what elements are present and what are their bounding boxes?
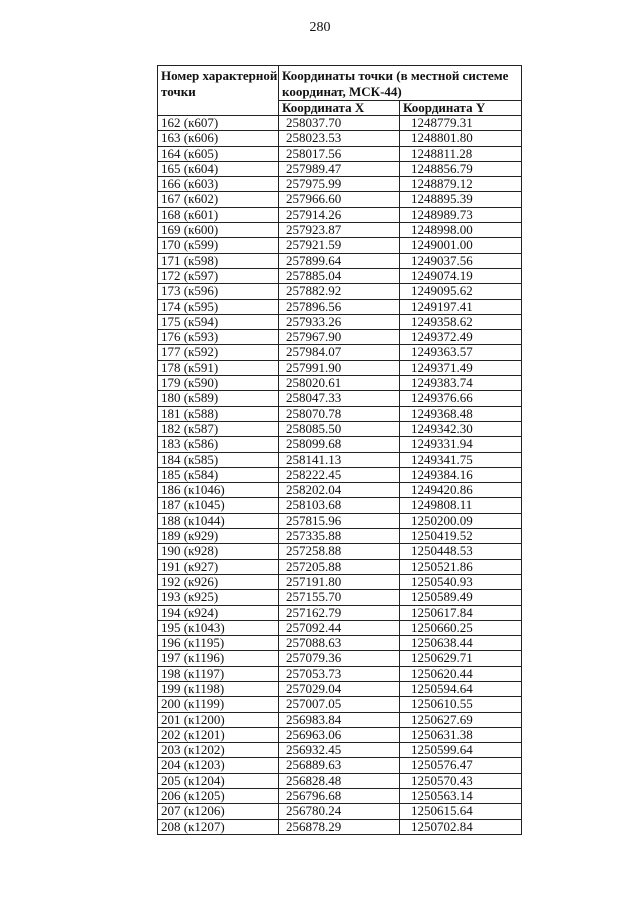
table-row <box>158 406 522 421</box>
point-number-cell: 183 (к586) <box>158 437 279 452</box>
point-number-cell: 204 (к1203) <box>158 758 279 773</box>
table-row <box>158 620 522 635</box>
coord-x-cell: 256796.68 <box>279 789 400 804</box>
coord-x-cell: 257914.26 <box>279 207 400 222</box>
coord-x-cell: 256878.29 <box>279 819 400 834</box>
table-row <box>158 544 522 559</box>
coord-y-cell: 1249372.49 <box>400 330 522 345</box>
coord-y-cell: 1248779.31 <box>400 116 522 131</box>
table-row <box>158 299 522 314</box>
coord-y-cell: 1250620.44 <box>400 666 522 681</box>
coord-y-cell: 1249383.74 <box>400 376 522 391</box>
point-number-cell: 175 (к594) <box>158 314 279 329</box>
coord-x-cell: 258099.68 <box>279 437 400 452</box>
point-number-cell: 201 (к1200) <box>158 712 279 727</box>
coord-x-cell: 258047.33 <box>279 391 400 406</box>
point-number-cell: 185 (к584) <box>158 467 279 482</box>
coord-y-cell: 1250631.38 <box>400 727 522 742</box>
point-number-cell: 177 (к592) <box>158 345 279 360</box>
table-row <box>158 207 522 222</box>
coord-x-cell: 257966.60 <box>279 192 400 207</box>
coord-y-cell: 1248895.39 <box>400 192 522 207</box>
coord-x-cell: 257092.44 <box>279 620 400 635</box>
point-number-cell: 191 (к927) <box>158 559 279 574</box>
coord-y-cell: 1250702.84 <box>400 819 522 834</box>
table-row <box>158 437 522 452</box>
coord-y-cell: 1250589.49 <box>400 590 522 605</box>
coord-y-cell: 1250448.53 <box>400 544 522 559</box>
table-row <box>158 391 522 406</box>
coord-x-cell: 257007.05 <box>279 697 400 712</box>
table-row <box>158 681 522 696</box>
coord-x-cell: 257029.04 <box>279 681 400 696</box>
coord-y-cell: 1250563.14 <box>400 789 522 804</box>
table-row <box>158 559 522 574</box>
point-number-cell: 192 (к926) <box>158 574 279 589</box>
coord-x-cell: 257258.88 <box>279 544 400 559</box>
coordinates-table <box>157 65 522 835</box>
coord-y-cell: 1249420.86 <box>400 483 522 498</box>
point-number-cell: 170 (к599) <box>158 238 279 253</box>
coord-y-cell: 1250615.64 <box>400 804 522 819</box>
table-row <box>158 330 522 345</box>
coord-y-cell: 1249342.30 <box>400 421 522 436</box>
point-number-cell: 179 (к590) <box>158 376 279 391</box>
coord-y-cell: 1250540.93 <box>400 574 522 589</box>
coord-y-cell: 1249808.11 <box>400 498 522 513</box>
point-number-cell: 187 (к1045) <box>158 498 279 513</box>
table-row <box>158 161 522 176</box>
point-number-cell: 206 (к1205) <box>158 789 279 804</box>
coord-x-cell: 258141.13 <box>279 452 400 467</box>
coord-y-cell: 1250629.71 <box>400 651 522 666</box>
table-row <box>158 376 522 391</box>
point-number-cell: 188 (к1044) <box>158 513 279 528</box>
coord-y-cell: 1249363.57 <box>400 345 522 360</box>
table-row <box>158 421 522 436</box>
table-row <box>158 743 522 758</box>
coord-x-cell: 257162.79 <box>279 605 400 620</box>
point-number-cell: 180 (к589) <box>158 391 279 406</box>
table-row <box>158 268 522 283</box>
table-row <box>158 605 522 620</box>
coord-y-cell: 1250200.09 <box>400 513 522 528</box>
table-row <box>158 513 522 528</box>
table-row <box>158 529 522 544</box>
header-coord-y: Координата Y <box>400 101 522 116</box>
table-row <box>158 498 522 513</box>
coord-x-cell: 257335.88 <box>279 529 400 544</box>
table-row <box>158 116 522 131</box>
table-row <box>158 452 522 467</box>
point-number-cell: 199 (к1198) <box>158 681 279 696</box>
table-row <box>158 360 522 375</box>
coord-y-cell: 1248801.80 <box>400 131 522 146</box>
point-number-cell: 162 (к607) <box>158 116 279 131</box>
table-row <box>158 131 522 146</box>
point-number-cell: 165 (к604) <box>158 161 279 176</box>
coord-y-cell: 1250576.47 <box>400 758 522 773</box>
coord-y-cell: 1249371.49 <box>400 360 522 375</box>
coord-y-cell: 1249331.94 <box>400 437 522 452</box>
coord-x-cell: 256828.48 <box>279 773 400 788</box>
table-row <box>158 483 522 498</box>
point-number-cell: 207 (к1206) <box>158 804 279 819</box>
coord-y-cell: 1249197.41 <box>400 299 522 314</box>
coord-x-cell: 257989.47 <box>279 161 400 176</box>
coord-y-cell: 1250627.69 <box>400 712 522 727</box>
point-number-cell: 174 (к595) <box>158 299 279 314</box>
coord-x-cell: 257933.26 <box>279 314 400 329</box>
table-row <box>158 590 522 605</box>
coord-x-cell: 257079.36 <box>279 651 400 666</box>
coord-x-cell: 257896.56 <box>279 299 400 314</box>
coord-y-cell: 1250610.55 <box>400 697 522 712</box>
coord-y-cell: 1250594.64 <box>400 681 522 696</box>
coord-y-cell: 1250617.84 <box>400 605 522 620</box>
coord-x-cell: 257205.88 <box>279 559 400 574</box>
point-number-cell: 203 (к1202) <box>158 743 279 758</box>
point-number-cell: 178 (к591) <box>158 360 279 375</box>
table-row <box>158 697 522 712</box>
table-row <box>158 789 522 804</box>
point-number-cell: 200 (к1199) <box>158 697 279 712</box>
coord-x-cell: 257984.07 <box>279 345 400 360</box>
coord-x-cell: 258085.50 <box>279 421 400 436</box>
table-row <box>158 712 522 727</box>
point-number-cell: 195 (к1043) <box>158 620 279 635</box>
coord-x-cell: 258037.70 <box>279 116 400 131</box>
table-row <box>158 666 522 681</box>
header-coordinate-system: Координаты точки (в местной системе координат, МСК-44) <box>279 66 522 101</box>
coord-x-cell: 257088.63 <box>279 636 400 651</box>
coord-y-cell: 1248811.28 <box>400 146 522 161</box>
point-number-cell: 189 (к929) <box>158 529 279 544</box>
table-row <box>158 819 522 834</box>
coord-x-cell: 258222.45 <box>279 467 400 482</box>
table-row <box>158 238 522 253</box>
coord-x-cell: 256983.84 <box>279 712 400 727</box>
coord-y-cell: 1248998.00 <box>400 223 522 238</box>
table-row <box>158 727 522 742</box>
point-number-cell: 167 (к602) <box>158 192 279 207</box>
point-number-cell: 198 (к1197) <box>158 666 279 681</box>
table-row <box>158 651 522 666</box>
point-number-cell: 176 (к593) <box>158 330 279 345</box>
coord-x-cell: 257921.59 <box>279 238 400 253</box>
coord-y-cell: 1249368.48 <box>400 406 522 421</box>
coord-y-cell: 1249376.66 <box>400 391 522 406</box>
header-coord-x: Координата X <box>279 101 400 116</box>
table-header <box>158 66 522 116</box>
point-number-cell: 163 (к606) <box>158 131 279 146</box>
table-row <box>158 192 522 207</box>
coord-x-cell: 258070.78 <box>279 406 400 421</box>
point-number-cell: 169 (к600) <box>158 223 279 238</box>
coord-y-cell: 1250419.52 <box>400 529 522 544</box>
header-point-number: Номер характерной точки <box>158 66 279 116</box>
coord-x-cell: 257975.99 <box>279 177 400 192</box>
point-number-cell: 193 (к925) <box>158 590 279 605</box>
coord-x-cell: 256932.45 <box>279 743 400 758</box>
table-row <box>158 253 522 268</box>
point-number-cell: 182 (к587) <box>158 421 279 436</box>
coord-y-cell: 1250521.86 <box>400 559 522 574</box>
point-number-cell: 196 (к1195) <box>158 636 279 651</box>
point-number-cell: 171 (к598) <box>158 253 279 268</box>
table-body <box>158 116 522 835</box>
coord-x-cell: 257991.90 <box>279 360 400 375</box>
coord-y-cell: 1250570.43 <box>400 773 522 788</box>
point-number-cell: 190 (к928) <box>158 544 279 559</box>
coord-y-cell: 1250638.44 <box>400 636 522 651</box>
coord-x-cell: 258017.56 <box>279 146 400 161</box>
coord-y-cell: 1250599.64 <box>400 743 522 758</box>
coord-y-cell: 1249341.75 <box>400 452 522 467</box>
table-row <box>158 177 522 192</box>
point-number-cell: 168 (к601) <box>158 207 279 222</box>
coord-y-cell: 1248879.12 <box>400 177 522 192</box>
coord-y-cell: 1249074.19 <box>400 268 522 283</box>
point-number-cell: 194 (к924) <box>158 605 279 620</box>
coord-y-cell: 1249001.00 <box>400 238 522 253</box>
coord-y-cell: 1249384.16 <box>400 467 522 482</box>
table-row <box>158 804 522 819</box>
point-number-cell: 202 (к1201) <box>158 727 279 742</box>
coord-x-cell: 257882.92 <box>279 284 400 299</box>
coord-y-cell: 1248989.73 <box>400 207 522 222</box>
point-number-cell: 166 (к603) <box>158 177 279 192</box>
table-row <box>158 314 522 329</box>
coord-x-cell: 256780.24 <box>279 804 400 819</box>
table-row <box>158 636 522 651</box>
coord-x-cell: 258202.04 <box>279 483 400 498</box>
point-number-cell: 181 (к588) <box>158 406 279 421</box>
coord-x-cell: 257815.96 <box>279 513 400 528</box>
table-row <box>158 574 522 589</box>
table-row <box>158 758 522 773</box>
coord-x-cell: 257155.70 <box>279 590 400 605</box>
coord-y-cell: 1249095.62 <box>400 284 522 299</box>
page-number: 280 <box>309 20 331 35</box>
coord-x-cell: 256963.06 <box>279 727 400 742</box>
coord-x-cell: 258020.61 <box>279 376 400 391</box>
table-row <box>158 146 522 161</box>
point-number-cell: 172 (к597) <box>158 268 279 283</box>
coord-x-cell: 257191.80 <box>279 574 400 589</box>
coord-x-cell: 257885.04 <box>279 268 400 283</box>
table-row <box>158 773 522 788</box>
coord-x-cell: 257053.73 <box>279 666 400 681</box>
coord-y-cell: 1249358.62 <box>400 314 522 329</box>
coord-x-cell: 257923.87 <box>279 223 400 238</box>
table-row <box>158 284 522 299</box>
coord-y-cell: 1249037.56 <box>400 253 522 268</box>
coord-x-cell: 258103.68 <box>279 498 400 513</box>
table-row <box>158 345 522 360</box>
point-number-cell: 208 (к1207) <box>158 819 279 834</box>
point-number-cell: 205 (к1204) <box>158 773 279 788</box>
point-number-cell: 164 (к605) <box>158 146 279 161</box>
point-number-cell: 184 (к585) <box>158 452 279 467</box>
coord-x-cell: 258023.53 <box>279 131 400 146</box>
coord-x-cell: 256889.63 <box>279 758 400 773</box>
coord-y-cell: 1250660.25 <box>400 620 522 635</box>
coord-x-cell: 257899.64 <box>279 253 400 268</box>
point-number-cell: 197 (к1196) <box>158 651 279 666</box>
point-number-cell: 186 (к1046) <box>158 483 279 498</box>
table-row <box>158 223 522 238</box>
coord-y-cell: 1248856.79 <box>400 161 522 176</box>
table-row <box>158 467 522 482</box>
coord-x-cell: 257967.90 <box>279 330 400 345</box>
point-number-cell: 173 (к596) <box>158 284 279 299</box>
